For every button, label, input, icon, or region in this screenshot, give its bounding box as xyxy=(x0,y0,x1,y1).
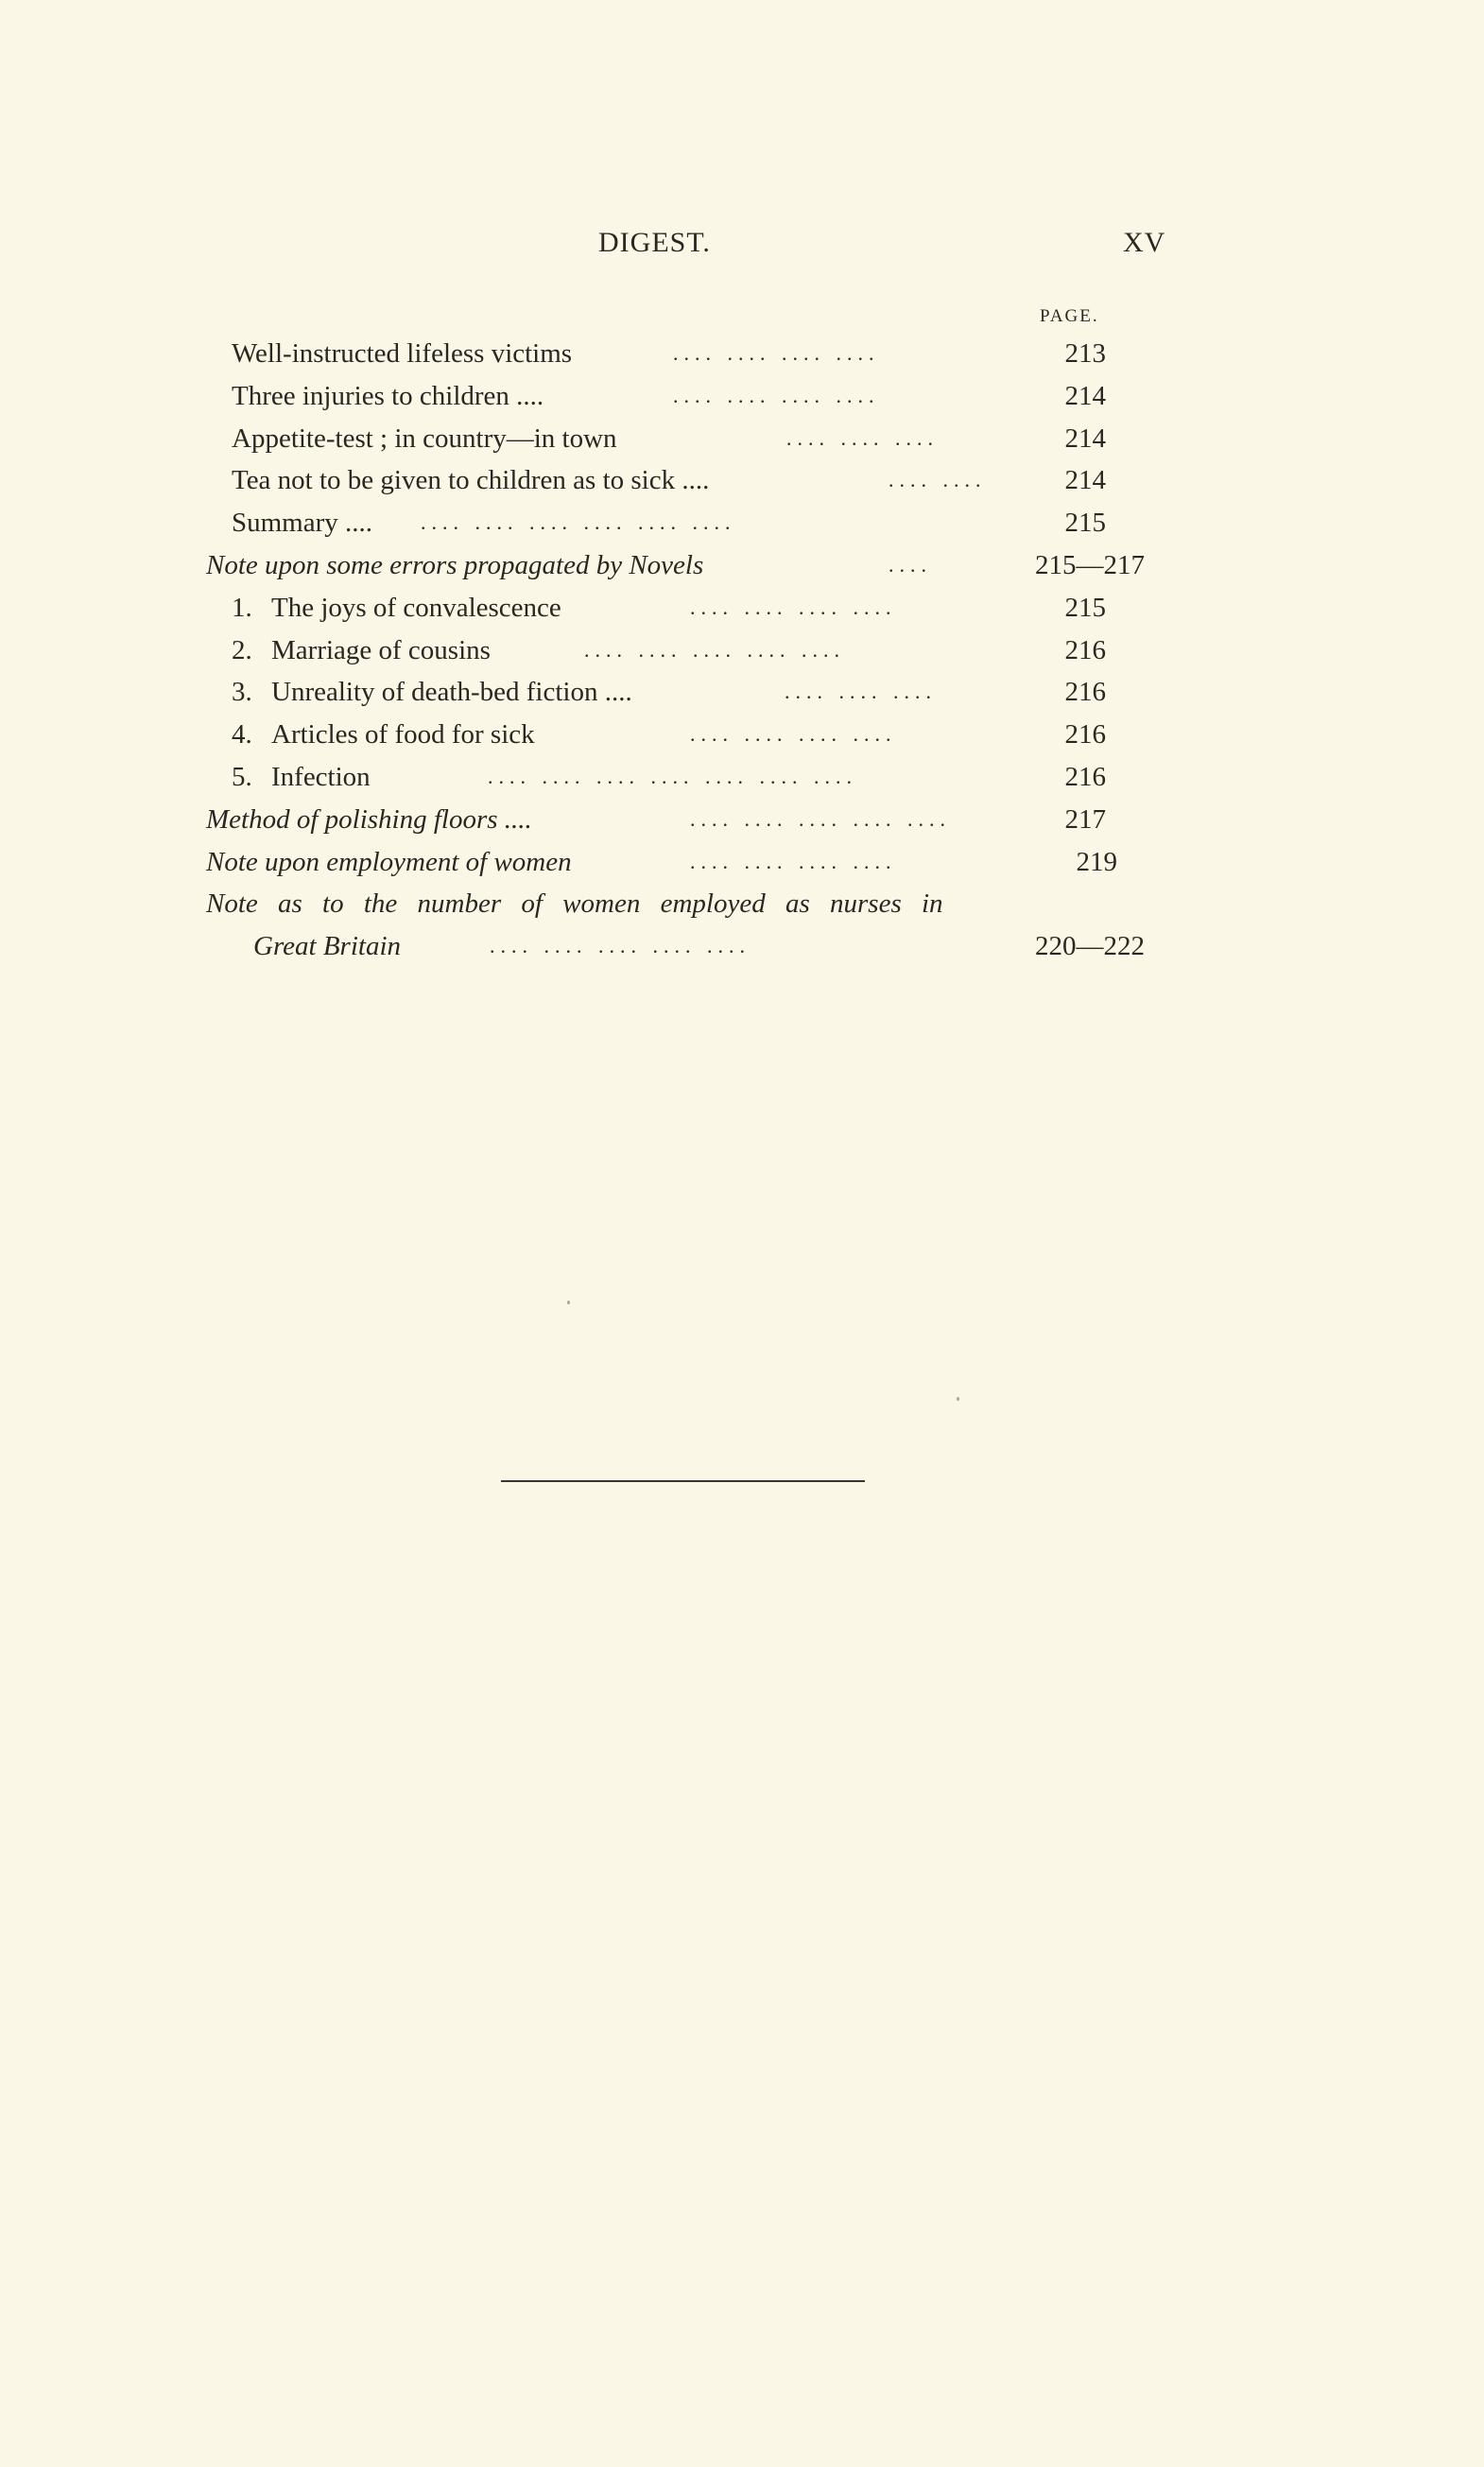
running-head xyxy=(0,227,1484,265)
dot-leader: .... .... .... xyxy=(785,680,937,704)
dot-leader: .... .... .... .... xyxy=(690,595,897,619)
dot-leader: .... .... .... .... xyxy=(690,722,897,747)
entry-label: Summary .... xyxy=(232,508,373,539)
entry-number: 1. xyxy=(232,592,252,623)
entry-label: Tea not to be given to children as to sick .... xyxy=(232,465,710,496)
entry-page: 219 xyxy=(1076,846,1117,877)
entry-page: 216 xyxy=(1064,719,1106,750)
toc-entry xyxy=(0,333,1484,375)
entry-page: 214 xyxy=(1064,380,1106,411)
page-column-label: PAGE. xyxy=(1040,306,1099,326)
entry-page: 215 xyxy=(1064,592,1106,623)
dot-leader: .... .... .... .... xyxy=(690,849,897,873)
entry-label: Three injuries to children .... xyxy=(232,380,544,411)
entry-text: Infection xyxy=(271,761,371,792)
entry-page: 215 xyxy=(1064,508,1106,539)
paper-speck xyxy=(957,1397,959,1401)
toc-entry xyxy=(0,587,1484,630)
entry-page: 214 xyxy=(1064,423,1106,454)
paper-speck xyxy=(567,1301,570,1304)
entry-label: Great Britain xyxy=(253,931,402,962)
dot-leader: .... .... .... .... .... xyxy=(690,806,951,831)
entry-page: 215—217 xyxy=(1035,549,1145,580)
toc-entry xyxy=(0,799,1484,841)
dot-leader: .... xyxy=(889,552,932,577)
entry-label xyxy=(232,630,491,672)
page-number: XV xyxy=(1123,227,1166,258)
toc-entry xyxy=(0,459,1484,502)
entry-number: 5. xyxy=(232,761,252,792)
entry-label xyxy=(232,756,371,799)
entry-page: 216 xyxy=(1064,677,1106,708)
dot-leader: .... .... .... .... .... xyxy=(490,934,751,958)
dot-leader: .... .... .... .... .... xyxy=(584,637,845,662)
entry-page: 216 xyxy=(1064,634,1106,665)
entry-label: Method of polishing floors .... xyxy=(206,803,532,835)
entry-page: 216 xyxy=(1064,761,1106,792)
table-of-contents xyxy=(0,333,1484,968)
toc-entry xyxy=(0,502,1484,544)
toc-entry xyxy=(0,714,1484,756)
dot-leader: .... .... .... xyxy=(786,425,939,450)
entry-number: 2. xyxy=(232,634,252,665)
entry-label xyxy=(232,714,535,756)
entry-text: Articles of food for sick xyxy=(271,719,535,750)
toc-entry xyxy=(0,756,1484,799)
dot-leader: .... .... .... .... .... .... .... xyxy=(488,764,857,788)
toc-entry xyxy=(0,671,1484,714)
entry-text: Unreality of death-bed fiction .... xyxy=(271,677,632,708)
entry-text: Marriage of cousins xyxy=(271,634,491,665)
entry-label: Note upon some errors propagated by Novels xyxy=(206,549,704,580)
dot-leader: .... .... xyxy=(889,468,987,492)
dot-leader: .... .... .... .... .... .... xyxy=(421,510,736,535)
toc-entry xyxy=(0,630,1484,672)
entry-label: Note as to the number of women employed as nurses in xyxy=(206,888,943,920)
entry-page: 217 xyxy=(1064,803,1106,835)
toc-entry xyxy=(0,544,1484,587)
section-end-rule xyxy=(501,1480,865,1482)
entry-label: Well-instructed lifeless victims xyxy=(232,338,573,369)
toc-entry xyxy=(0,883,1484,925)
entry-page: 220—222 xyxy=(1035,931,1145,962)
entry-page: 214 xyxy=(1064,465,1106,496)
dot-leader: .... .... .... .... xyxy=(673,341,880,365)
entry-label: Appetite-test ; in country—in town xyxy=(232,423,617,454)
entry-label xyxy=(232,671,632,714)
entry-number: 4. xyxy=(232,719,252,750)
dot-leader: .... .... .... .... xyxy=(673,383,880,407)
entry-page: 213 xyxy=(1064,338,1106,369)
entry-text: The joys of convalescence xyxy=(271,592,561,623)
toc-entry xyxy=(0,841,1484,884)
toc-entry xyxy=(0,375,1484,418)
toc-entry xyxy=(0,418,1484,460)
entry-label xyxy=(232,587,561,630)
toc-entry-continuation xyxy=(0,925,1484,968)
entry-label: Note upon employment of women xyxy=(206,846,572,877)
entry-number: 3. xyxy=(232,677,252,708)
running-title: DIGEST. xyxy=(598,227,711,258)
